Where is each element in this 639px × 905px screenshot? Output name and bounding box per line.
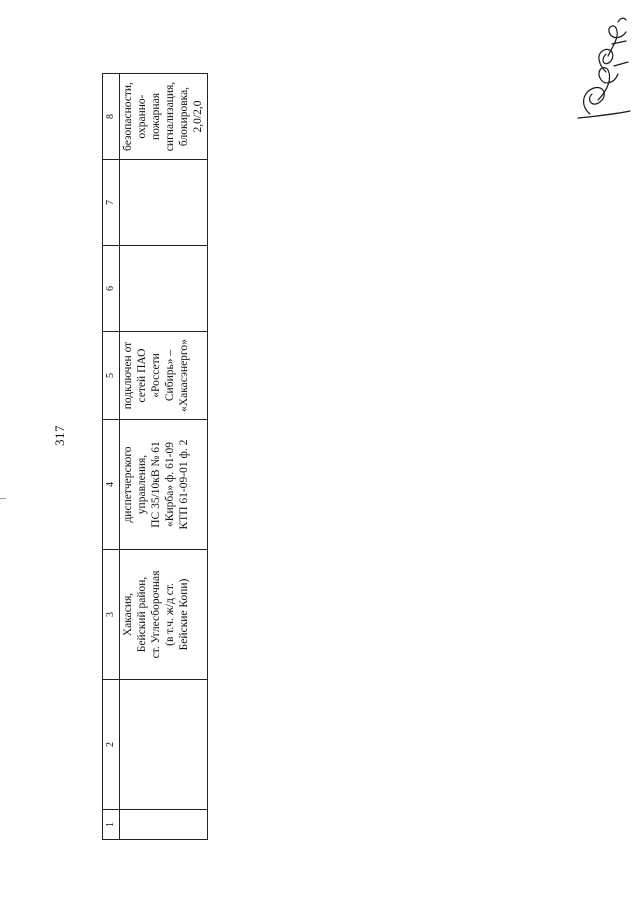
- scan-edge-mark: [0, 498, 6, 499]
- column-header: 4: [103, 420, 120, 550]
- column-header: 3: [103, 550, 120, 680]
- table-cell: [120, 246, 208, 332]
- data-table: [102, 73, 208, 840]
- table-cell: [120, 680, 208, 810]
- rotated-table-container: [102, 74, 206, 840]
- column-header: 8: [103, 74, 120, 160]
- column-header: 2: [103, 680, 120, 810]
- column-header: 7: [103, 160, 120, 246]
- column-header: 5: [103, 332, 120, 420]
- table-cell-dispatch: диспетчерского управления, ПС 35/10кВ № 61 «Кирба» ф. 61-09 КТП 61-09-01 ф. 2: [120, 420, 208, 550]
- table-cell-location: Хакасия, Бейский район, ст. Углесборочная (в т.ч. ж/д ст. Бейские Копи): [120, 550, 208, 680]
- header-row: [103, 74, 120, 840]
- table-cell-connection: подключен от сетей ПАО «Россети Сибирь» – «Хакасэнерго»: [120, 332, 208, 420]
- column-header: 6: [103, 246, 120, 332]
- column-header: 1: [103, 810, 120, 840]
- handwritten-signature-icon: [568, 14, 634, 124]
- table-cell: [120, 160, 208, 246]
- table-cell: [120, 810, 208, 840]
- table-row: [120, 74, 208, 840]
- page-number: 317: [52, 425, 67, 446]
- table-cell-security: безопасности, охранно- пожарная сигнализация, блокировка, 2,0/2,0: [120, 74, 208, 160]
